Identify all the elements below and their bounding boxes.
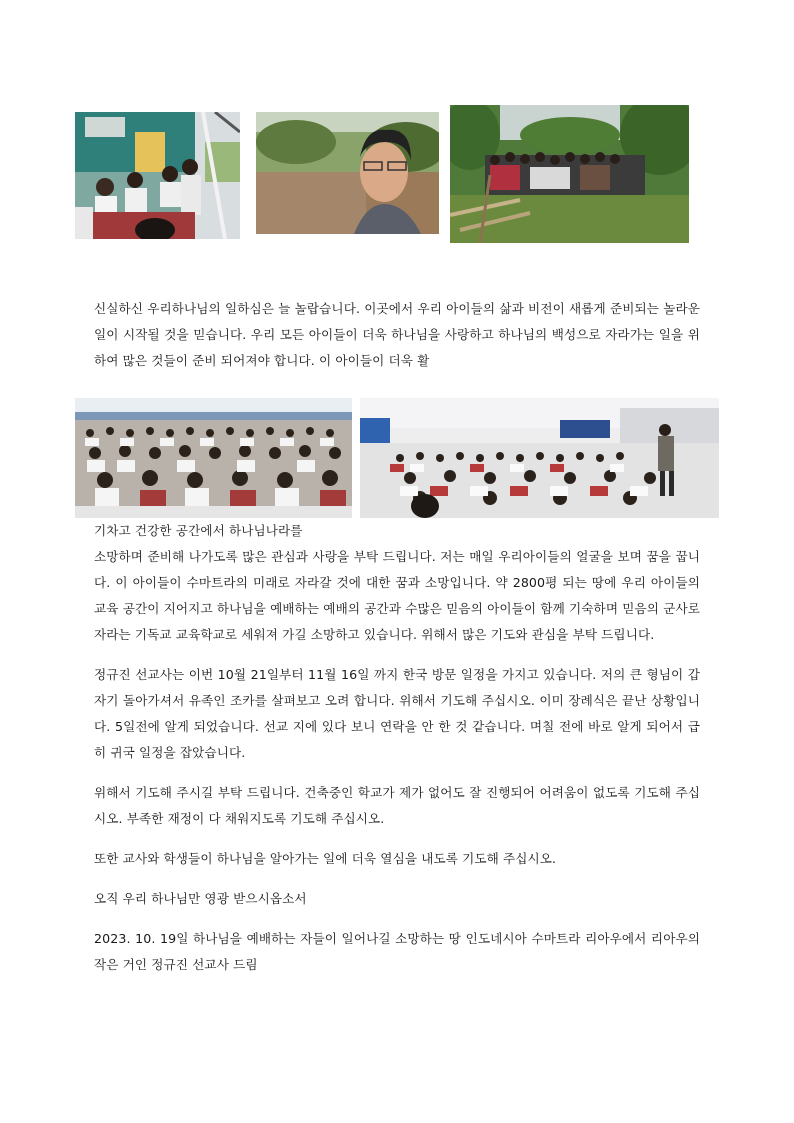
photo-missionary-selfie	[256, 112, 439, 234]
photo-students-classroom	[75, 112, 240, 239]
paragraph-vision: 소망하며 준비해 나가도록 많은 관심과 사랑을 부탁 드립니다. 저는 매일 우리아이들의 얼굴을 보며 꿈을 꿉니다. 이 아이들이 수마트라의 미래로 자라갈 것에 대한 꿈과 소망입니다. 약 2800평 되는 땅에 우리 아이들의 교육 공간이 지어지고 하나님을 예배하는 예배의 공간과 수많은 믿음의 아이들이 함께 기숙하며 믿음의 군사로 자라는 기독교 교육학교로 세워져 가길 소망하고 있습니다. 위해서 많은 기도와 관심을 부탁 드립니다.	[94, 549, 700, 642]
paragraph-intro-continued	[94, 518, 394, 544]
students-classroom-photo-icon	[75, 112, 240, 239]
photo-students-hall	[75, 398, 352, 518]
paragraph-glory: 오직 우리 하나님만 영광 받으시옵소서	[94, 891, 307, 906]
paragraph-intro	[94, 296, 700, 374]
paragraph-signature: 2023. 10. 19일 하나님을 예배하는 자들이 일어나길 소망하는 땅 인도네시아 수마트라 리아우에서 리아우의 작은 거인 정규진 선교사 드림	[94, 931, 700, 972]
missionary-selfie-photo-icon	[256, 112, 439, 234]
assembly-hall-photo-icon	[360, 398, 719, 518]
body-text	[94, 544, 700, 978]
paragraph-korea-visit: 정규진 선교사는 이번 10월 21일부터 11월 16일 까지 한국 방문 일정을 가지고 있습니다. 저의 큰 형님이 갑자기 돌아가셔서 유족인 조카를 살펴보고 오려 합니다. 위해서 기도해 주십시오. 이미 장례식은 끝난 상황입니다. 5일전에 알게 되었습니다. 선교 지에 있다 보니 연락을 안 한 것 같습니다. 며칠 전에 바로 알게 되어서 급히 귀국 일정을 잡았습니다.	[94, 667, 700, 760]
paragraph-intro-text: 신실하신 우리하나님의 일하심은 늘 놀랍습니다. 이곳에서 우리 아이들의 삶과 비전이 새롭게 준비되는 놀라운 일이 시작될 것을 믿습니다. 우리 모든 아이들이 더욱 하나님을 사랑하고 하나님의 백성으로 자라가는 일을 위하여 많은 것들이 준비 되어져야 합니다. 이 아이들이 더욱 활	[94, 301, 700, 368]
paragraph-prayer-teachers: 또한 교사와 학생들이 하나님을 알아가는 일에 더욱 열심을 내도록 기도해 주십시오.	[94, 851, 557, 866]
photo-group-field	[450, 105, 689, 243]
group-field-photo-icon	[450, 105, 689, 243]
paragraph-prayer-school: 위해서 기도해 주시길 부탁 드립니다. 건축중인 학교가 제가 없어도 잘 진행되어 어려움이 없도록 기도해 주십시오. 부족한 재정이 다 채워지도록 기도해 주십시오.	[94, 785, 700, 826]
paragraph-intro-continued-text: 기차고 건강한 공간에서 하나님나라를	[94, 523, 303, 538]
students-hall-photo-icon	[75, 398, 352, 518]
photo-assembly-hall	[360, 398, 719, 518]
